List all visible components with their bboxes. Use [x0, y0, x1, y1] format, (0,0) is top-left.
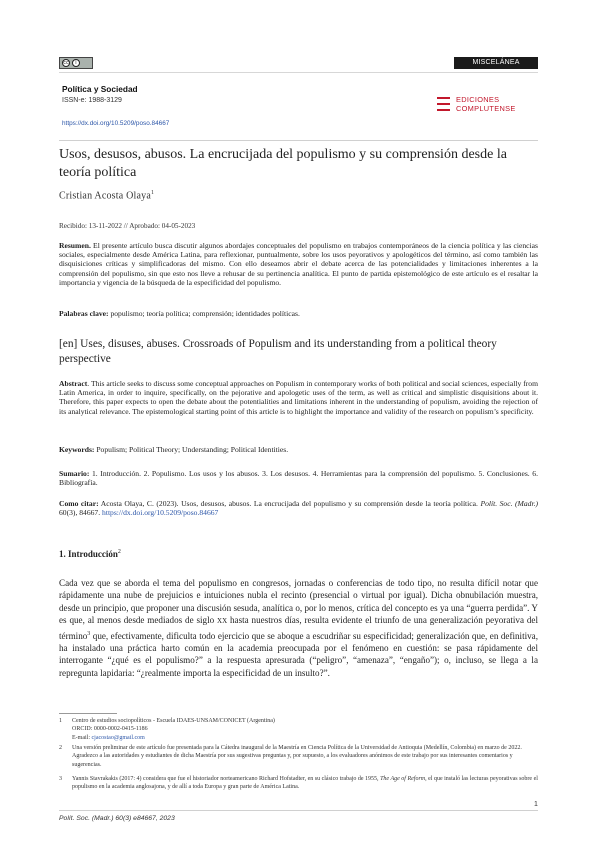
- received-approved-dates: Recibido: 13-11-2022 // Aprobado: 04-05-2023: [59, 222, 196, 230]
- attribution-icon: i: [72, 59, 80, 67]
- abstract-spanish: Resumen. El presente artículo busca discutir algunos abordajes conceptuales del populismo en trabajos contemporáneos de la ciencia política y las ciencias sociales, especialmente desde América Latina, para reflexionar, puntualmente, sobre los usos peyorativos y apologéticos del término, así como también las disquisiciones críticas y simplificadoras del mismo. Con ello deseamos abrir el debate acerca de las potencialidades y limitaciones inherentes a la comprensión del populismo, sin que esto nos lleve a rehusar de su pertinencia analítica. El punto de partida epistemológico de este artículo es el resaltar la importancia y vigencia de la búsqueda de la especificidad del populismo.: [59, 241, 538, 287]
- author-name: Cristian Acosta Olaya: [59, 190, 151, 202]
- header-bottom-divider: [59, 140, 538, 141]
- cc-icon: cc: [63, 60, 69, 66]
- footnote-ref-3[interactable]: 3: [87, 630, 91, 637]
- article-title: Usos, desusos, abusos. La encrucijada del populismo y su comprensión desde la teoría política: [59, 147, 507, 180]
- footnote-ref-2[interactable]: 2: [117, 549, 121, 555]
- journal-name: Política y Sociedad: [62, 84, 138, 94]
- publisher-logo: [437, 95, 516, 113]
- how-to-cite: Como citar: Acosta Olaya, C. (2023). Usos, desusos, abusos. La encrucijada del populismo y su comprensión desde la teoría política. Polít. Soc. (Madr.) 60(3), 84667. https://dx.doi.org/10.5209/poso.84667: [59, 499, 539, 518]
- journal-info: [62, 84, 282, 127]
- footnote-3: 3 Yannis Stavrakakis (2017: 4) considera que fue el historiador norteamericano Richard Hofstadter, en su clásico trabajo de 1955, The Age of Reform, el que instaló las lecturas peyorativas sobre el populismo en la academia anglosajona, y de allí a toda Europa y gran parte de América Latina.: [59, 776, 538, 791]
- creative-commons-license-badge[interactable]: [59, 57, 93, 69]
- section-label: MISCELÁNEA: [454, 57, 538, 69]
- footnote-1: 1 Centro de estudios sociopolíticos - Escuela IDAES-UNSAM/CONICET (Argentina) ORCID: 0000-0002-0415-1186 E-mail: cjacostao@gmail.com: [59, 718, 275, 741]
- journal-issn: ISSN-e: 1988-3129: [62, 97, 122, 104]
- author-line: [59, 190, 154, 201]
- page-number: 1: [534, 801, 538, 808]
- header-divider: [59, 72, 538, 73]
- footer-citation: Polít. Soc. (Madr.) 60(3) e84667, 2023: [59, 815, 175, 822]
- doi-link[interactable]: https://dx.doi.org/10.5209/poso.84667: [62, 120, 170, 127]
- author-email-link[interactable]: cjacostao@gmail.com: [91, 734, 145, 741]
- table-of-contents-summary: Sumario: 1. Introducción. 2. Populismo. Los usos y los abusos. 3. Los desusos. 4. Herramientas para la comprensión del populismo. 5. Conclusiones. 6. Bibliografía.: [59, 469, 538, 488]
- introduction-paragraph: Cada vez que se aborda el tema del populismo en congresos, jornadas o conferencias de todo tipo, no resulta difícil notar que rápidamente una nube de prejuicios e intuiciones nubla el recinto (presencial o virtual por igual). Dicha obnubilación muestra, desde un principio, que proponer una discusión sesuda, analítica o, por lo menos, crítica del concepto es ya una “guerra perdida”. Y es que, al menos desde mediados de siglo XX hasta nuestros días, resulta evidente el triunfo de una generalización peyorativa del término$^3$ que, efectivamente, dificulta todo ejercicio que se aboque a escudriñar su especificidad; generalización que, en definitiva, ha instalado una práctica harto común en la academia preocupada por el fenómeno en cuestión: se pasa rápidamente del interrogante “¿qué es el populismo?” a la respuesta apresurada (“peligro”, “amenaza”, “engaño”); o, incluso, se llega a la repregunta lapidaria: “¿realmente importa la especificidad de un insulto?”.: [59, 578, 538, 678]
- ediciones-complutense-logo-icon: [437, 97, 450, 111]
- section-heading-introduction: 1. Introducción$^2$: [59, 549, 121, 559]
- author-footnote-ref[interactable]: 1: [150, 190, 155, 196]
- footnote-2: 2 Una versión preliminar de este artículo fue presentada para la Cátedra inaugural de la Maestría en Ciencia Política de la Universidad de Antioquia (Medellín, Colombia) en marzo de 2022. Agradezco a las autoridades y estudiantes de dicha Maestría por sus sugestivas preguntas y, por supuesto, a los evaluadores anónimos de este trabajo por sus interesantes comentarios y sugerencias.: [59, 745, 522, 768]
- publisher-name: EDICIONES COMPLUTENSE: [456, 95, 516, 113]
- keywords-spanish: Palabras clave: populismo; teoría política; comprensión; identidades políticas.: [59, 309, 300, 318]
- footnote-divider: [59, 713, 117, 714]
- citation-doi-link[interactable]: https://dx.doi.org/10.5209/poso.84667: [102, 508, 219, 518]
- abstract-english: Abstract. This article seeks to discuss some conceptual approaches on Populism in contemporary works of both political and social sciences, especially from Latin America, in order to inquire, specifically, on the pejorative and apologetic uses of the term, as well as critical and simplistic disquisitions about it. Therefore, this paper expects to open the debate about the potentialities and limitations inherent in the understanding of populism, avoiding the rejection of its analytical relevance. The epistemological starting point of this article is to highlight the importance and validity of the research on populism’s specificity.: [59, 379, 538, 416]
- english-title: [en] Uses, disuses, abuses. Crossroads of Populism and its understanding from a political theory perspective: [59, 338, 497, 365]
- keywords-english: Keywords: Populism; Political Theory; Understanding; Political Identities.: [59, 445, 289, 454]
- footer-divider: [59, 810, 538, 811]
